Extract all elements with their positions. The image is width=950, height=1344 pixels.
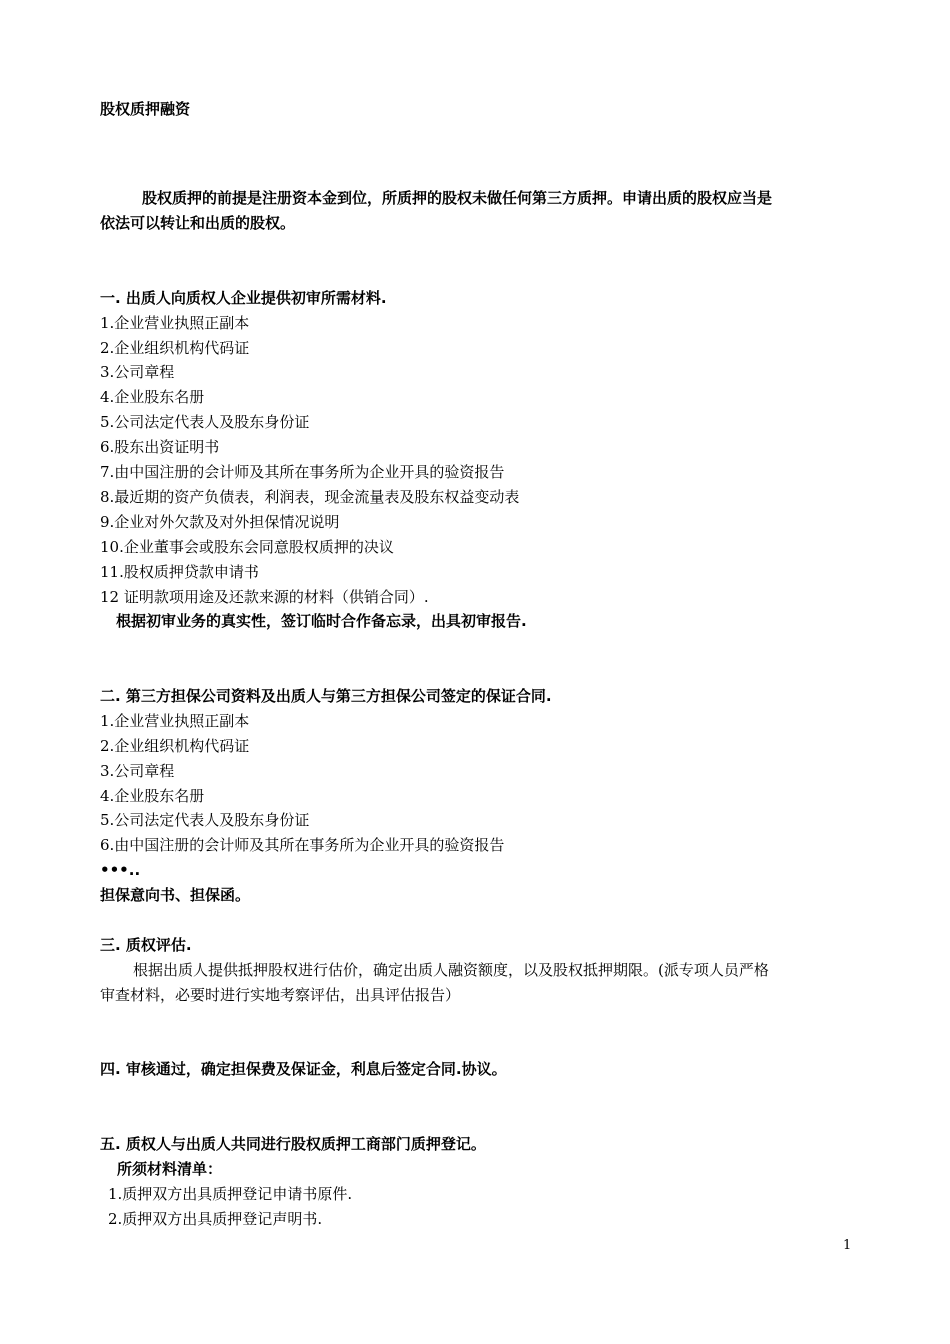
section1-summary: 根据初审业务的真实性，签订临时合作备忘录，出具初审报告. — [116, 612, 527, 630]
section4-heading: 四. 审核通过，确定担保费及保证金，利息后签定合同.协议。 — [100, 1060, 507, 1078]
section5-subheading: 所须材料清单： — [117, 1160, 223, 1178]
list-item: 10.企业董事会或股东会同意股权质押的决议 — [100, 538, 394, 556]
list-item: 9.企业对外欠款及对外担保情况说明 — [100, 513, 340, 531]
list-item: 4.企业股东名册 — [100, 388, 205, 406]
list-item: 6.股东出资证明书 — [100, 438, 220, 456]
section3-line-1: 根据出质人提供抵押股权进行估价，确定出质人融资额度，以及股权抵押期限。(派专项人员严格 — [133, 961, 769, 979]
page-number: 1 — [843, 1238, 852, 1253]
section3-line-2: 审查材料，必要时进行实地考察评估，出具评估报告） — [100, 986, 461, 1004]
section3-heading: 三. 质权评估. — [100, 936, 192, 954]
document-title: 股权质押融资 — [100, 100, 191, 118]
list-item: 3.公司章程 — [100, 363, 175, 381]
section5-heading: 五. 质权人与出质人共同进行股权质押工商部门质押登记。 — [100, 1135, 486, 1153]
list-item: 12 证明款项用途及还款来源的材料（供销合同）. — [100, 588, 429, 606]
list-item: 4.企业股东名册 — [100, 787, 205, 805]
list-item: 1.质押双方出具质押登记申请书原件. — [108, 1185, 353, 1203]
list-item: 3.公司章程 — [100, 762, 175, 780]
list-item: 5.公司法定代表人及股东身份证 — [100, 811, 310, 829]
section2-summary: 担保意向书、担保函。 — [100, 886, 251, 904]
intro-line-2: 依法可以转让和出质的股权。 — [100, 214, 296, 232]
list-item: 1.企业营业执照正副本 — [100, 314, 250, 332]
list-item: 2.企业组织机构代码证 — [100, 737, 250, 755]
list-item: 2.质押双方出具质押登记声明书. — [108, 1210, 323, 1228]
list-item: 2.企业组织机构代码证 — [100, 339, 250, 357]
list-item: 8.最近期的资产负债表，利润表，现金流量表及股东权益变动表 — [100, 488, 520, 506]
intro-line-1: 股权质押的前提是注册资本金到位，所质押的股权未做任何第三方质押。申请出质的股权应当是 — [142, 189, 773, 207]
list-item: 6.由中国注册的会计师及其所在事务所为企业开具的验资报告 — [100, 836, 505, 854]
list-item: 5.公司法定代表人及股东身份证 — [100, 413, 310, 431]
list-item: 11.股权质押贷款申请书 — [100, 563, 259, 581]
list-item: 1.企业营业执照正副本 — [100, 712, 250, 730]
section2-heading: 二. 第三方担保公司资料及出质人与第三方担保公司签定的保证合同. — [100, 687, 552, 705]
list-item: 7.由中国注册的会计师及其所在事务所为企业开具的验资报告 — [100, 463, 505, 481]
ellipsis-marker: •••.. — [100, 861, 141, 879]
section1-heading: 一. 出质人向质权人企业提供初审所需材料. — [100, 289, 387, 307]
